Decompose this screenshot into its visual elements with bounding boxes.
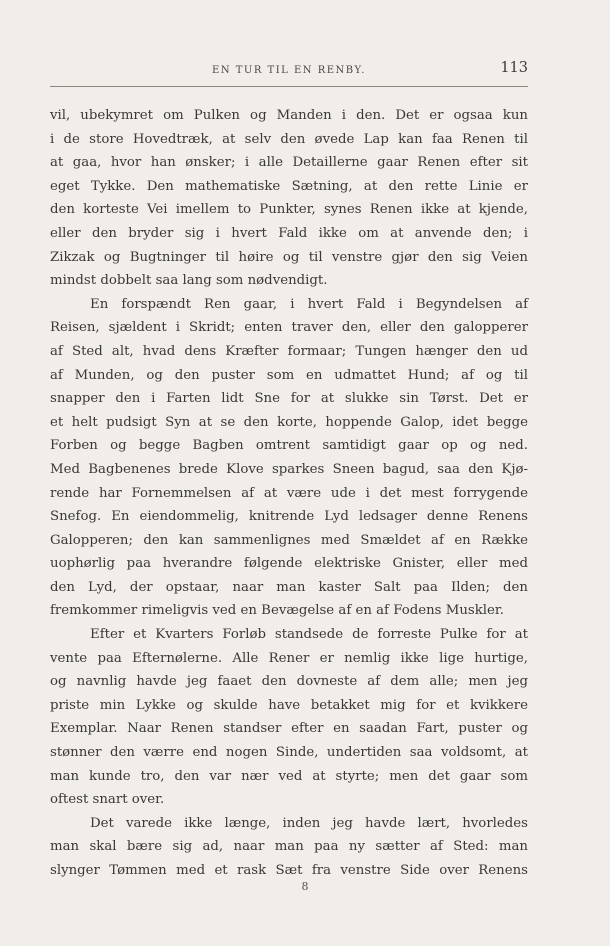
text-line: snapper den i Farten lidt Sne for at slukke sin Tørst. Det er [50, 391, 528, 407]
text-line: vente paa Efternølerne. Alle Rener er nemlig ikke lige hurtige, [50, 650, 528, 666]
text-line: Exemplar. Naar Renen standser efter en saadan Fart, puster og [50, 721, 528, 737]
text-line: Forben og begge Bagben omtrent samtidigt gaar op og ned. [50, 438, 528, 454]
body-text [50, 104, 528, 883]
text-line: af Munden, og den puster som en udmattet Hund; af og til [50, 367, 528, 383]
signature-mark: 8 [301, 880, 309, 893]
text-line: man kunde tro, den var nær ved at styrte; men det gaar som [50, 768, 528, 784]
text-line: En forspændt Ren gaar, i hvert Fald i Begyndelsen af [90, 296, 528, 312]
text-line: slynger Tømmen med et rask Sæt fra venstre Side over Renens [50, 863, 528, 878]
running-title: EN TUR TIL EN RENBY. [212, 65, 366, 76]
text-line: Efter et Kvarters Forløb standsede de forreste Pulke for at [90, 627, 528, 643]
header-rule [50, 86, 528, 87]
text-line: Reisen, sjældent i Skridt; enten traver den, eller den galopperer [50, 320, 528, 336]
text-line: Zikzak og Bugtninger til høire og til venstre gjør den sig Veien [50, 249, 528, 265]
page-header [50, 60, 528, 80]
text-line: i de store Hovedtræk, at selv den øvede Lap kan faa Renen til [50, 131, 528, 147]
text-line: priste min Lykke og skulde have betakket mig for et kvikkere [50, 697, 528, 713]
text-line: stønner den værre end nogen Sinde, undertiden saa voldsomt, at [50, 745, 528, 761]
text-line: vil, ubekymret om Pulken og Manden i den. Det er ogsaa kun [50, 108, 528, 123]
text-line: at gaa, hvor han ønsker; i alle Detaillerne gaar Renen efter sit [50, 155, 528, 171]
text-line: et helt pudsigt Syn at se den korte, hoppende Galop, idet begge [50, 414, 528, 430]
text-line: Snefog. En eiendommelig, knitrende Lyd ledsager denne Renens [50, 509, 528, 525]
text-line: man skal bære sig ad, naar man paa ny sætter af Sted: man [50, 839, 528, 855]
text-line: mindst dobbelt saa lang som nødvendigt. [50, 273, 328, 289]
text-line: Med Bagbenenes brede Klove sparkes Sneen bagud, saa den Kjø- [50, 461, 528, 477]
text-line: eget Tykke. Den mathematiske Sætning, at den rette Linie er [50, 178, 528, 194]
text-line: eller den bryder sig i hvert Fald ikke om at anvende den; i [50, 225, 528, 241]
page-number: 113 [500, 60, 528, 76]
text-line: rende har Fornemmelsen af at være ude i det mest forrygende [50, 485, 528, 501]
text-line: Det varede ikke længe, inden jeg havde lært, hvorledes [90, 815, 528, 831]
text-line: den korteste Vei imellem to Punkter, synes Renen ikke at kjende, [50, 202, 528, 218]
text-line: Galopperen; den kan sammenlignes med Smældet af en Række [50, 532, 528, 548]
text-line: oftest snart over. [50, 792, 165, 808]
text-line: fremkommer rimeligvis ved en Bevægelse af en af Fodens Muskler. [50, 603, 505, 619]
text-line: og navnlig havde jeg faaet den dovneste af dem alle; men jeg [50, 674, 528, 690]
text-line: af Sted alt, hvad dens Kræfter formaar; Tungen hænger den ud [50, 343, 528, 359]
text-line: uophørlig paa hverandre følgende elektriske Gnister, eller med [50, 556, 528, 572]
text-line: den Lyd, der opstaar, naar man kaster Salt paa Ilden; den [50, 579, 528, 595]
